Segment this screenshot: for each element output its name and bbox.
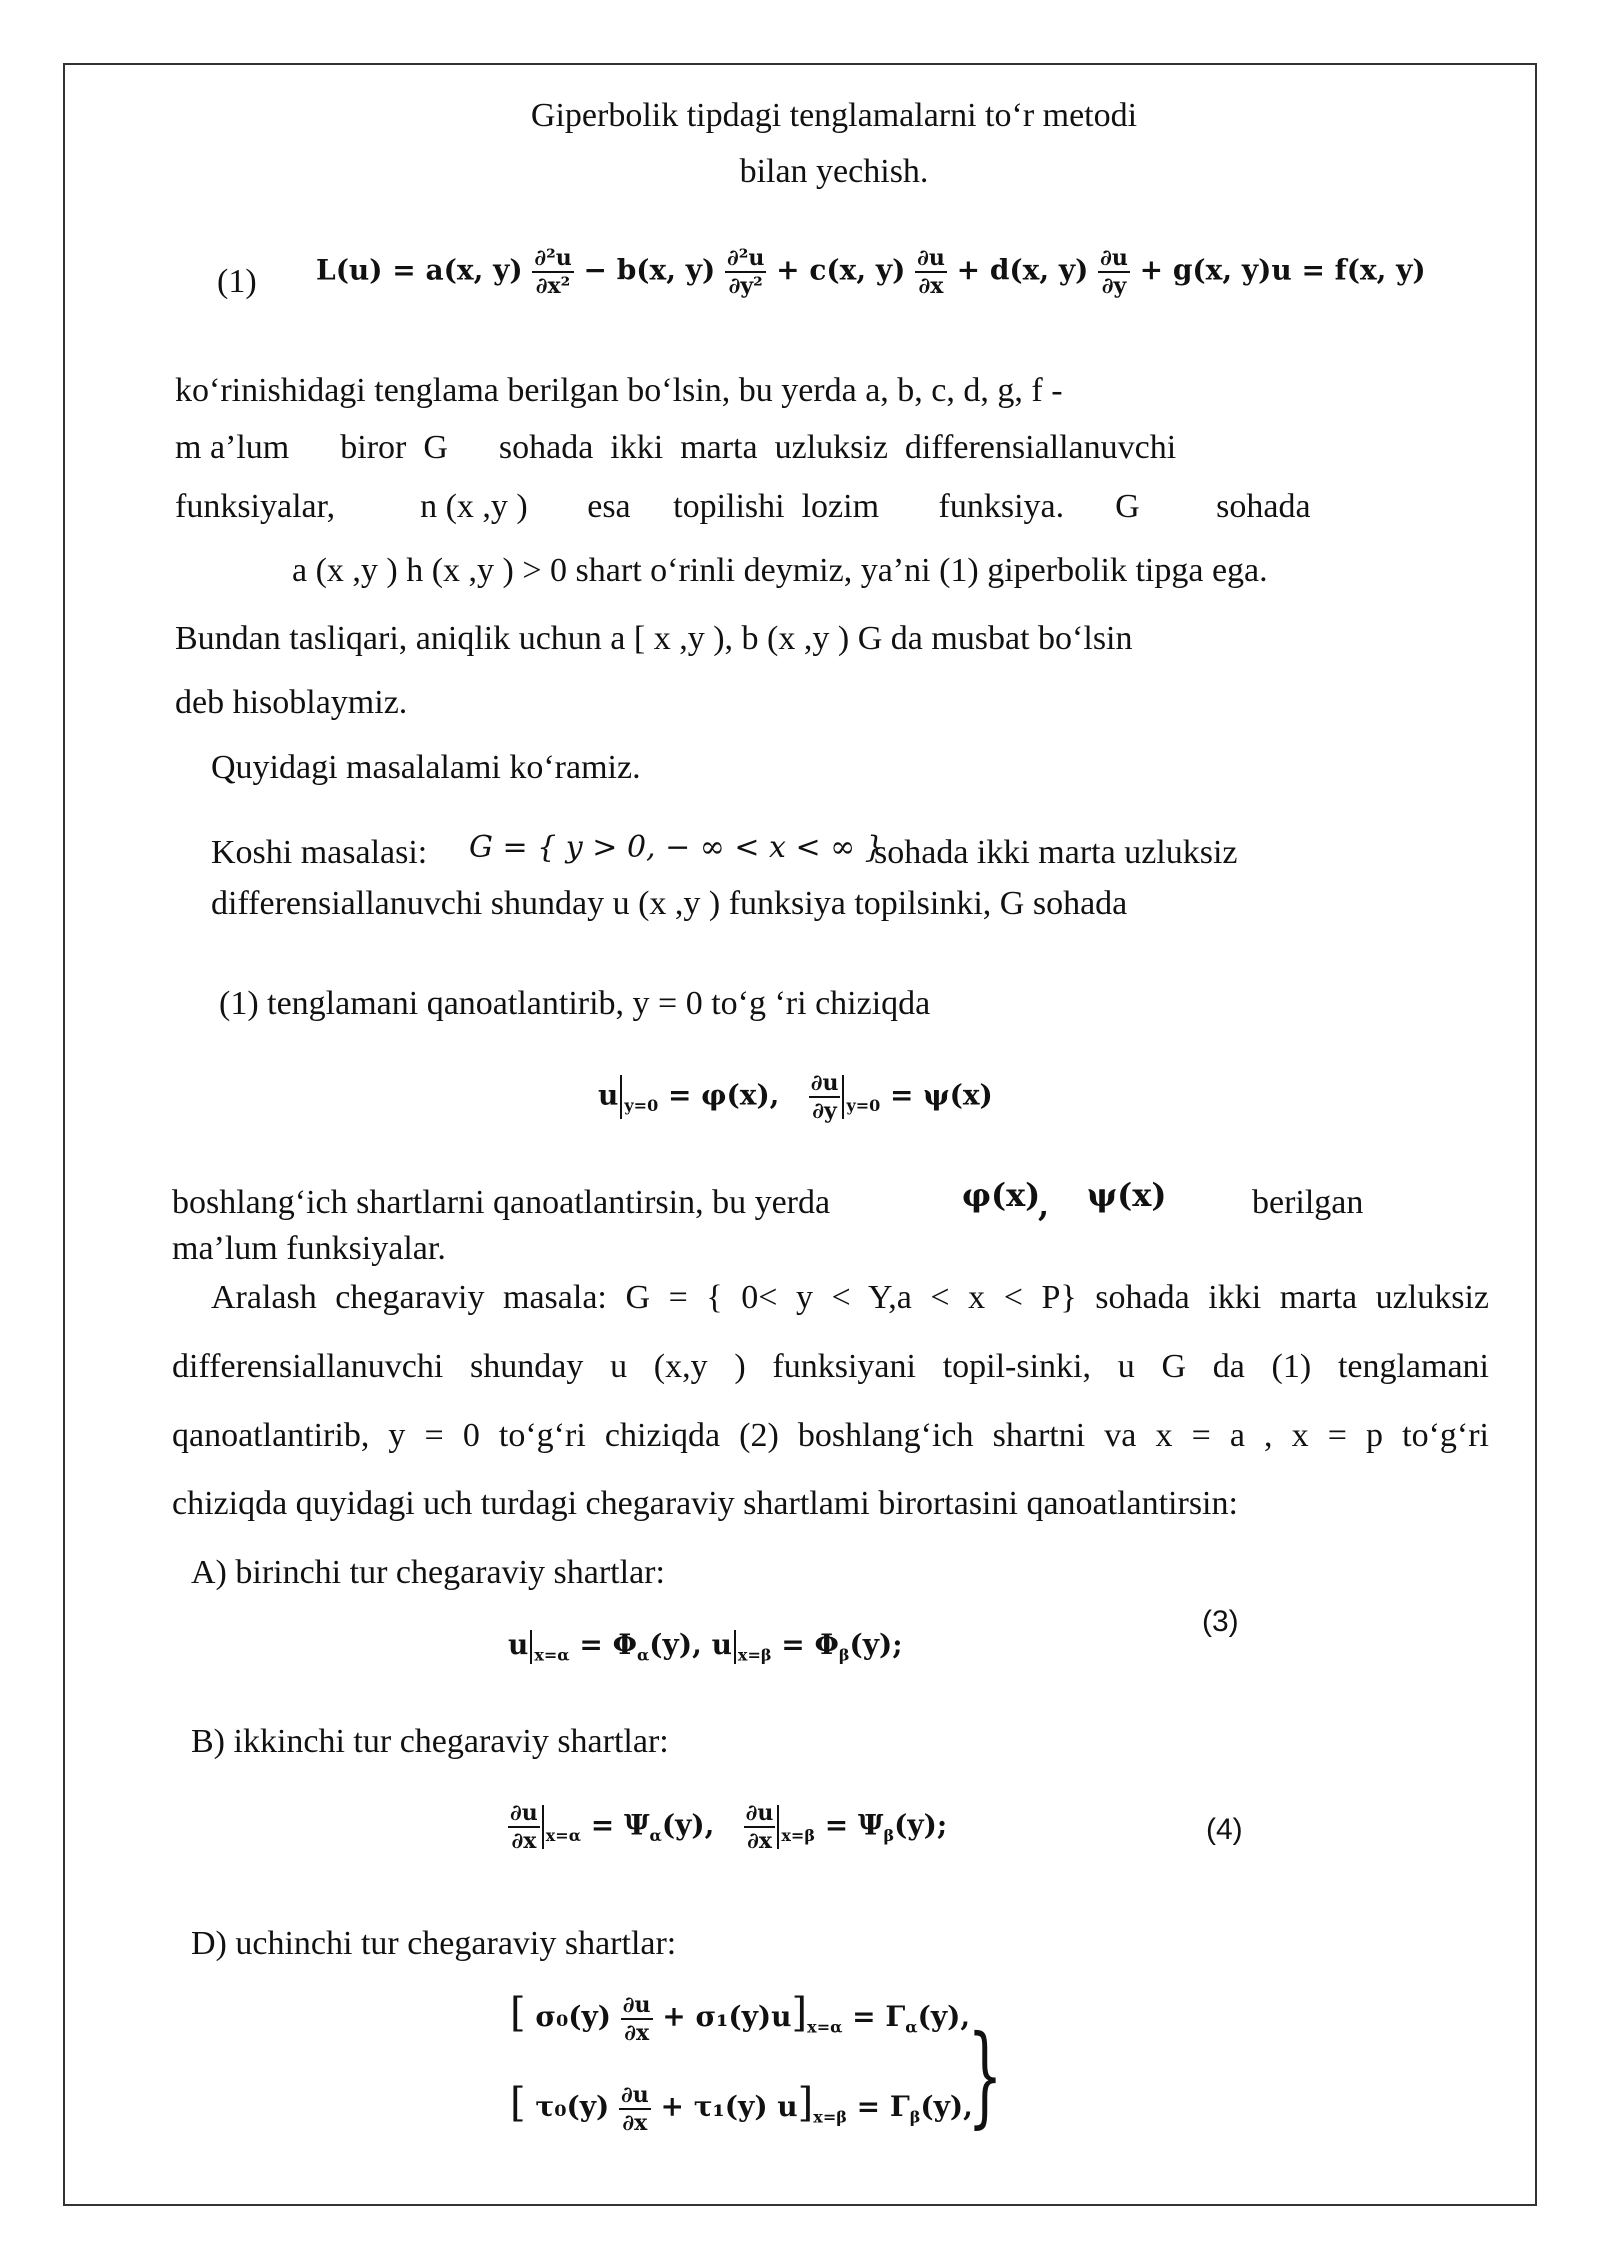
a-rhs-1: = Φ bbox=[579, 1628, 637, 1661]
type-d-label: D) uchinchi tur chegaraviy shartlar: bbox=[191, 1925, 677, 1962]
b-frac-2-den: ∂x bbox=[747, 1828, 772, 1854]
title-line-2: bilan yechish. bbox=[739, 153, 929, 190]
eq1-frac-2 bbox=[725, 245, 766, 299]
a-idx-2: β bbox=[838, 1645, 850, 1665]
a-rhs-2b: (y); bbox=[849, 1628, 903, 1661]
eq1-term-2: − b(x, y) bbox=[583, 253, 716, 287]
type-b-label: B) ikkinchi tur chegaraviy shartlar: bbox=[191, 1723, 669, 1760]
initial-conditions bbox=[598, 1070, 993, 1124]
b-bar-2 bbox=[777, 1805, 779, 1849]
d-row2-idx: β bbox=[909, 2107, 921, 2127]
eq2-rhs-2: = ψ(x) bbox=[890, 1078, 993, 1112]
eq2-frac-den: ∂y bbox=[812, 1098, 837, 1124]
b-sub-1: x=α bbox=[545, 1826, 582, 1846]
eq2-rhs-1: = φ(x), bbox=[667, 1078, 780, 1112]
d-bracket-close-2: ] bbox=[797, 2080, 814, 2126]
equation-3-number: (3) bbox=[1202, 1605, 1239, 1638]
b-frac-1-den: ∂x bbox=[511, 1828, 537, 1854]
a-rhs-2: = Φ bbox=[781, 1628, 839, 1661]
eq1-term-3: + c(x, y) bbox=[776, 253, 906, 287]
b-idx-1: α bbox=[649, 1826, 662, 1846]
p1-line-5: Bundan tasliqari, aniqlik uchun a [ x ,y ), b (x ,y ) G da musbat bo‘lsin bbox=[175, 620, 1133, 657]
koshi-line-2: differensiallanuvchi shunday u (x ,y ) funksiya topilsinki, G sohada bbox=[211, 885, 1128, 922]
d-frac-2-den: ∂x bbox=[622, 2109, 648, 2136]
eq1-lhs: L(u) = a(x, y) bbox=[316, 253, 523, 287]
d-frac-1-num: ∂u bbox=[622, 1991, 651, 2018]
eq2-frac bbox=[809, 1070, 841, 1124]
a-rhs-1b: (y), bbox=[649, 1628, 702, 1661]
d-row1-a: σ₀(y) bbox=[535, 2000, 612, 2033]
b-rhs-2b: (y); bbox=[894, 1808, 948, 1842]
eq1-term-5: + g(x, y)u = f(x, y) bbox=[1139, 253, 1426, 287]
b-frac-2-num: ∂u bbox=[745, 1800, 774, 1826]
p1-line-2: m a’lum biror G sohada ikki marta uzluksiz differensiallanuvchi bbox=[175, 429, 1177, 466]
type-a-label: A) birinchi tur chegaraviy shartlar: bbox=[191, 1554, 665, 1591]
p1-line-6: deb hisoblaymiz. bbox=[175, 684, 408, 721]
a-u2: u bbox=[711, 1628, 732, 1661]
d-frac-1-den: ∂x bbox=[624, 2019, 650, 2046]
eq1-frac-4-den: ∂y bbox=[1101, 273, 1127, 299]
eq1-frac-3-num: ∂u bbox=[917, 245, 945, 271]
eq1-frac-2-den: ∂y² bbox=[728, 273, 763, 299]
eq2-sub-2: y=0 bbox=[846, 1096, 881, 1116]
first-type-conditions bbox=[508, 1628, 903, 1665]
d-row1-b: + σ₁(y)u bbox=[662, 2000, 792, 2033]
p2-comma: , bbox=[1038, 1186, 1050, 1224]
p2-line-1b: berilgan bbox=[1252, 1184, 1364, 1221]
p1-line-7: Quyidagi masalalami ko‘ramiz. bbox=[211, 749, 641, 786]
eq1-frac-1 bbox=[532, 245, 573, 299]
d-right-brace: } bbox=[967, 2011, 1003, 2139]
d-bracket-open-1: [ bbox=[510, 1990, 526, 2036]
aralash-line-2: differensiallanuvchi shunday u (x,y ) funksiyani topil-sinki, u G da (1) tenglamani bbox=[172, 1348, 1489, 1385]
b-rhs-1: = Ψ bbox=[590, 1808, 650, 1842]
aralash-line-3: qanoatlantirib, y = 0 to‘g‘ri chiziqda (2) boshlang‘ich shartni va x = a , x = p to‘g‘ri bbox=[172, 1417, 1489, 1454]
a-bar-2 bbox=[734, 1630, 736, 1664]
eq2-bar-1 bbox=[620, 1075, 622, 1119]
b-bar-1 bbox=[542, 1805, 544, 1849]
koshi-domain-set: G = { y > 0, − ∞ < x < ∞ } bbox=[469, 830, 884, 865]
eq1-frac-3-den: ∂x bbox=[918, 273, 944, 299]
p1-line-1: ko‘rinishidagi tenglama berilgan bo‘lsin, bu yerda a, b, c, d, g, f - bbox=[175, 372, 1063, 409]
p2-line-1a: boshlang‘ich shartlarni qanoatlantirsin, bu yerda bbox=[172, 1184, 831, 1221]
b-frac-1-num: ∂u bbox=[510, 1800, 538, 1826]
d-row1-rhsb: (y), bbox=[917, 2000, 971, 2033]
a-u1: u bbox=[508, 1628, 529, 1661]
second-type-conditions bbox=[508, 1800, 947, 1854]
eq1-frac-3 bbox=[915, 245, 947, 299]
p2-phi: φ(x) bbox=[962, 1176, 1041, 1214]
d-row2-sub: x=β bbox=[813, 2107, 847, 2127]
aralash-line-4: chiziqda quyidagi uch turdagi chegaraviy shartlami birortasini qanoatlantirsin: bbox=[172, 1485, 1238, 1522]
b-frac-1 bbox=[508, 1800, 540, 1854]
p1-line-4: a (x ,y ) h (x ,y ) > 0 shart o‘rinli deymiz, ya’ni (1) giperbolik tipga ega. bbox=[292, 552, 1268, 589]
eq2-bar-2 bbox=[842, 1075, 844, 1119]
b-frac-2 bbox=[744, 1800, 776, 1854]
equation-1 bbox=[316, 245, 1426, 299]
b-sub-2: x=β bbox=[781, 1826, 815, 1846]
equation-1-number: (1) bbox=[217, 263, 257, 300]
title-line-1: Giperbolik tipdagi tenglamalarni to‘r metodi bbox=[530, 97, 1138, 134]
d-frac-2-num: ∂u bbox=[620, 2081, 649, 2108]
b-rhs-1b: (y), bbox=[661, 1808, 715, 1842]
eq1-frac-1-den: ∂x² bbox=[535, 273, 571, 299]
a-bar-1 bbox=[530, 1630, 532, 1664]
p2-psi: ψ(x) bbox=[1087, 1176, 1167, 1214]
eq1-frac-4 bbox=[1098, 245, 1130, 299]
koshi-line-3: (1) tenglamani qanoatlantirib, y = 0 to‘g ‘ri chiziqda bbox=[219, 985, 931, 1022]
third-type-condition-2 bbox=[510, 2080, 973, 2136]
a-idx-1: α bbox=[636, 1645, 650, 1665]
koshi-tail: sohada ikki marta uzluksiz bbox=[874, 834, 1238, 871]
d-row1-rhs: = Γ bbox=[852, 2000, 906, 2033]
aralash-line-1: Aralash chegaraviy masala: G = { 0< y < Y,a < x < P} sohada ikki marta uzluksiz bbox=[211, 1279, 1489, 1316]
d-row1-idx: α bbox=[905, 2017, 918, 2037]
third-type-condition-1 bbox=[510, 1990, 970, 2046]
eq1-frac-2-num: ∂²u bbox=[727, 245, 765, 271]
d-bracket-open-2: [ bbox=[510, 2080, 526, 2126]
d-row2-b: + τ₁(y) u bbox=[660, 2090, 798, 2123]
eq1-term-4: + d(x, y) bbox=[956, 253, 1089, 287]
p1-line-3: funksiyalar, n (x ,y ) esa topilishi lozim funksiya. G sohada bbox=[175, 488, 1311, 525]
b-idx-2: β bbox=[883, 1826, 895, 1846]
p2-line-2: ma’lum funksiyalar. bbox=[172, 1230, 446, 1267]
d-frac-2 bbox=[619, 2082, 651, 2136]
eq2-u: u bbox=[598, 1078, 619, 1112]
d-row2-a: τ₀(y) bbox=[535, 2090, 610, 2123]
eq2-sub-1: y=0 bbox=[624, 1096, 659, 1116]
b-rhs-2: = Ψ bbox=[824, 1808, 884, 1842]
d-row1-sub: x=α bbox=[807, 2017, 843, 2037]
koshi-label: Koshi masalasi: bbox=[211, 834, 428, 871]
d-row2-rhs: = Γ bbox=[856, 2090, 910, 2123]
eq1-frac-1-num: ∂²u bbox=[534, 245, 572, 271]
d-bracket-close-1: ] bbox=[791, 1990, 808, 2036]
a-sub-2: x=β bbox=[737, 1645, 772, 1665]
eq1-frac-4-num: ∂u bbox=[1100, 245, 1128, 271]
d-frac-1 bbox=[621, 1992, 653, 2046]
a-sub-1: x=α bbox=[534, 1645, 570, 1665]
eq2-frac-num: ∂u bbox=[810, 1070, 839, 1096]
equation-4-number: (4) bbox=[1206, 1813, 1243, 1846]
d-row2-rhsb: (y), bbox=[920, 2090, 973, 2123]
